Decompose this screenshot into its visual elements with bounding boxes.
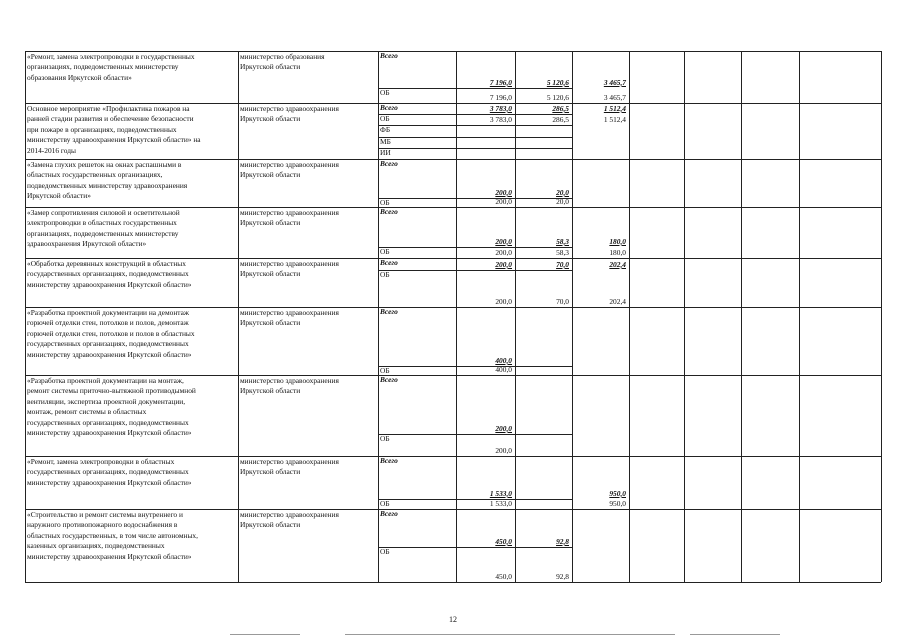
activity-description-line: «Замер сопротивления силовой и осветительной	[27, 208, 180, 217]
activity-description-line: государственных организациях, подведомственных	[27, 269, 189, 279]
funding-line-separator	[378, 125, 572, 126]
activity-description-line: электропроводки в областных государственных	[27, 218, 177, 228]
column-rule	[799, 51, 800, 582]
column-rule	[881, 51, 882, 582]
executor-line: Иркутской области	[240, 114, 301, 124]
amount-value: 3 783,0	[489, 103, 512, 113]
amount-value: 400,0	[495, 364, 512, 374]
amount-value: 1 533,0	[489, 488, 512, 498]
executor-line: министерство здравоохранения	[240, 510, 339, 519]
executor-line: Иркутской области	[240, 170, 301, 180]
amount-value: 58,3	[556, 236, 569, 246]
activity-description-line: областных государственных организациях,	[27, 170, 163, 180]
amount-value: 286,5	[552, 103, 569, 113]
activity-description-line: «Ремонт, замена электропроводки в областных	[27, 457, 175, 466]
funding-source-label: Всего	[380, 375, 398, 384]
activity-description-line: 2014-2016 годы	[27, 145, 76, 155]
activity-description-line: государственных организациях, подведомственных	[27, 417, 189, 427]
activity-description-line: государственных организациях, подведомственных	[27, 467, 189, 477]
column-rule	[629, 51, 630, 582]
amount-value: 3 783,0	[489, 114, 512, 124]
amount-value: 1 533,0	[489, 498, 512, 508]
amount-value: 1 512,4	[603, 103, 626, 113]
activity-description-line: ремонт системы приточно-вытяжной противодымной	[27, 386, 196, 396]
executor-line: министерство здравоохранения	[240, 457, 339, 466]
activity-description-line: подведомственных министерству здравоохранения	[27, 180, 188, 190]
executor-line: министерство здравоохранения	[240, 259, 339, 268]
activity-description-line: министерству здравоохранения Иркутской области»	[27, 349, 192, 359]
activity-description-line: образования Иркутской области»	[27, 72, 132, 82]
funding-line-separator	[378, 547, 572, 548]
executor-line: министерство образования	[240, 52, 325, 61]
amount-value: 20,0	[556, 187, 569, 197]
amount-value: 92,8	[556, 536, 569, 546]
scan-artifact	[345, 634, 675, 635]
activity-description-line: министерству здравоохранения Иркутской области»	[27, 279, 192, 289]
funding-source-label: Всего	[380, 509, 398, 518]
funding-source-label: ФБ	[380, 125, 391, 134]
activity-description-line: «Замена глухих решеток на окнах распашными в	[27, 160, 182, 169]
activity-description-line: казенных организациях, подведомственных	[27, 541, 165, 551]
amount-value: 450,0	[495, 536, 512, 546]
funding-line-separator	[378, 434, 572, 435]
funding-line-separator	[378, 137, 572, 138]
amount-value: 200,0	[495, 247, 512, 257]
activity-description-line: «Строительство и ремонт системы внутреннего и	[27, 510, 183, 519]
funding-source-label: ОБ	[380, 499, 390, 508]
table-bottom-rule	[25, 582, 881, 583]
amount-value: 1 512,4	[603, 114, 626, 124]
funding-source-label: ОБ	[380, 247, 390, 256]
executor-line: министерство здравоохранения	[240, 208, 339, 217]
funding-source-label: Всего	[380, 159, 398, 168]
amount-value: 950,0	[609, 488, 626, 498]
activity-description-line: ранней стадии развития и обеспечение безопасности	[27, 114, 194, 124]
funding-source-label: ОБ	[380, 270, 390, 279]
executor-line: Иркутской области	[240, 520, 301, 530]
amount-value: 5 120,6	[546, 77, 569, 87]
amount-value: 200,0	[495, 196, 512, 206]
activity-description-line: здравоохранения Иркутской области»	[27, 239, 147, 249]
amount-value: 20,0	[556, 196, 569, 206]
funding-source-label: МБ	[380, 137, 391, 146]
amount-value: 200,0	[495, 445, 512, 455]
funding-source-label: Всего	[380, 103, 398, 112]
executor-line: министерство здравоохранения	[240, 160, 339, 169]
activity-description-line: горючей отделки стен, потолков и полов в областных	[27, 328, 195, 338]
executor-line: министерство здравоохранения	[240, 308, 339, 317]
column-rule	[572, 51, 573, 582]
activity-description-line: при пожаре в организациях, подведомственных	[27, 124, 177, 134]
amount-value: 200,0	[495, 423, 512, 433]
scan-artifact	[230, 634, 300, 635]
funding-source-label: ОБ	[380, 114, 390, 123]
funding-line-separator	[378, 270, 572, 271]
column-rule	[25, 51, 26, 582]
amount-value: 3 465,7	[603, 77, 626, 87]
funding-source-label: Всего	[380, 207, 398, 216]
amount-value: 180,0	[609, 247, 626, 257]
amount-value: 5 120,6	[546, 92, 569, 102]
funding-line-separator	[378, 148, 572, 149]
activity-description-line: наружного противопожарного водоснабжения в	[27, 520, 178, 530]
activity-description-line: министерству здравоохранения Иркутской области»	[27, 551, 192, 561]
amount-value: 200,0	[495, 296, 512, 306]
activity-description-line: государственных организациях, подведомственных	[27, 339, 189, 349]
funding-source-label: Всего	[380, 51, 398, 60]
executor-line: Иркутской области	[240, 386, 301, 396]
column-rule	[456, 51, 457, 582]
amount-value: 202,4	[609, 259, 626, 269]
activity-description-line: монтаж, ремонт системы в областных	[27, 407, 147, 417]
activity-description-line: организациях, подведомственных министерству	[27, 228, 179, 238]
column-rule	[515, 51, 516, 582]
amount-value: 286,5	[552, 114, 569, 124]
funding-source-label: ИИ	[380, 148, 391, 157]
activity-description-line: «Ремонт, замена электропроводки в государственных	[27, 52, 195, 61]
activity-description-line: вентиляции, экспертиза проектной документации,	[27, 396, 186, 406]
page-number: 12	[449, 615, 457, 624]
funding-source-label: ОБ	[380, 366, 390, 375]
amount-value: 400,0	[495, 355, 512, 365]
activity-description-line: организациях, подведомственных министерству	[27, 62, 179, 72]
amount-value: 450,0	[495, 571, 512, 581]
amount-value: 70,0	[556, 259, 569, 269]
amount-value: 7 196,0	[489, 77, 512, 87]
executor-line: Иркутской области	[240, 318, 301, 328]
column-rule	[238, 51, 239, 582]
activity-description-line: «Обработка деревянных конструкций в областных	[27, 259, 186, 268]
column-rule	[684, 51, 685, 582]
executor-line: Иркутской области	[240, 269, 301, 279]
funding-source-label: Всего	[380, 456, 398, 465]
activity-description-line: министерству здравоохранения Иркутской области»	[27, 428, 192, 437]
funding-line-separator	[378, 88, 572, 89]
amount-value: 202,4	[609, 296, 626, 306]
column-rule	[741, 51, 742, 582]
activity-description-line: Иркутской области»	[27, 191, 91, 201]
activity-description-line: горючей отделки стен, потолков и полов, демонтаж	[27, 318, 189, 328]
activity-description-line: Основное мероприятие «Профилактика пожаров на	[27, 104, 190, 113]
amount-value: 70,0	[556, 296, 569, 306]
funding-source-label: ОБ	[380, 88, 390, 97]
amount-value: 950,0	[609, 498, 626, 508]
amount-value: 92,8	[556, 571, 569, 581]
activity-description-line: министерству здравоохранения Иркутской области»	[27, 477, 192, 487]
executor-line: Иркутской области	[240, 218, 301, 228]
executor-line: Иркутской области	[240, 467, 301, 477]
funding-source-label: ОБ	[380, 547, 390, 556]
funding-source-label: Всего	[380, 258, 398, 267]
activity-description-line: «Разработка проектной документации на монтаж,	[27, 376, 184, 385]
amount-value: 200,0	[495, 236, 512, 246]
executor-line: Иркутской области	[240, 62, 301, 72]
amount-value: 3 465,7	[603, 92, 626, 102]
amount-value: 200,0	[495, 187, 512, 197]
activity-description-line: областных государственных, в том числе автономных,	[27, 530, 198, 540]
executor-line: министерство здравоохранения	[240, 376, 339, 385]
funding-source-label: Всего	[380, 307, 398, 316]
funding-source-label: ОБ	[380, 198, 390, 207]
amount-value: 58,3	[556, 247, 569, 257]
activity-description-line: министерству здравоохранения Иркутской области» на	[27, 135, 201, 145]
amount-value: 180,0	[609, 236, 626, 246]
funding-source-label: ОБ	[380, 434, 390, 443]
executor-line: министерство здравоохранения	[240, 104, 339, 113]
scan-artifact	[690, 634, 780, 635]
amount-value: 7 196,0	[489, 92, 512, 102]
column-rule	[378, 51, 379, 582]
amount-value: 200,0	[495, 259, 512, 269]
activity-description-line: «Разработка проектной документации на демонтаж	[27, 308, 189, 317]
